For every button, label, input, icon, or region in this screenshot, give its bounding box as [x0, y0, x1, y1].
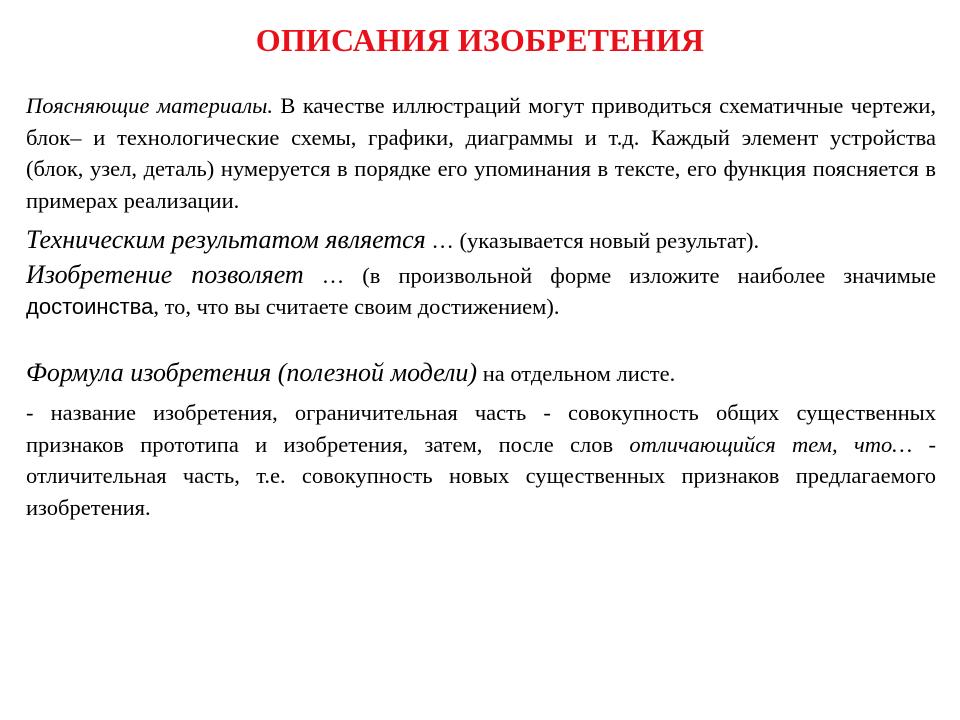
paragraph-technical-result [26, 224, 936, 257]
slide-title: ОПИСАНИЯ ИЗОБРЕТЕНИЯ [255, 22, 705, 58]
paragraph-italic: отличающийся тем, что… [629, 431, 913, 457]
paragraph-ellipsis: … [303, 262, 345, 288]
paragraph-ellipsis: … [425, 228, 454, 253]
paragraph-text: (в произвольной форме изложите наиболее значимые [344, 262, 936, 288]
paragraph-text: на отдельном листе. [477, 360, 676, 386]
paragraph-lead: Поясняющие материалы. [26, 93, 274, 118]
paragraph-text: В качестве иллюстраций могут приводиться схематичные чертежи, блок– и технологические схемы, графики, диаграммы и т.д. Каждый элемент устройства (блок, узел, деталь) нумеруется в порядке его упоминания в тексте, его функция поясняется в примерах реализации. [26, 93, 937, 213]
paragraph-explanatory-materials [26, 90, 936, 216]
paragraph-text-end: - отличительная часть, т.е. совокупность новых существенных признаков предлагаемого изобретения. [26, 431, 936, 520]
paragraph-claims-formula [26, 357, 936, 390]
paragraph-text: (указывается новый результат). [453, 228, 760, 253]
slide-body [26, 90, 936, 523]
paragraph-text: - название изобретения, ограничительная часть - совокупность общих существенных признаков прототипа и изобретения, затем, после слов [26, 400, 936, 457]
paragraph-lead: Формула изобретения (полезной модели) [26, 357, 478, 387]
paragraph-emphasis: достоинства [26, 294, 154, 319]
paragraph-claims-structure [26, 397, 936, 523]
paragraph-text-end: , то, что вы считаете своим достижением). [153, 294, 560, 319]
paragraph-lead: Изобретение позволяет [26, 259, 304, 289]
paragraph-invention-allows [26, 259, 936, 323]
paragraph-lead: Техническим результатом является [26, 225, 426, 254]
